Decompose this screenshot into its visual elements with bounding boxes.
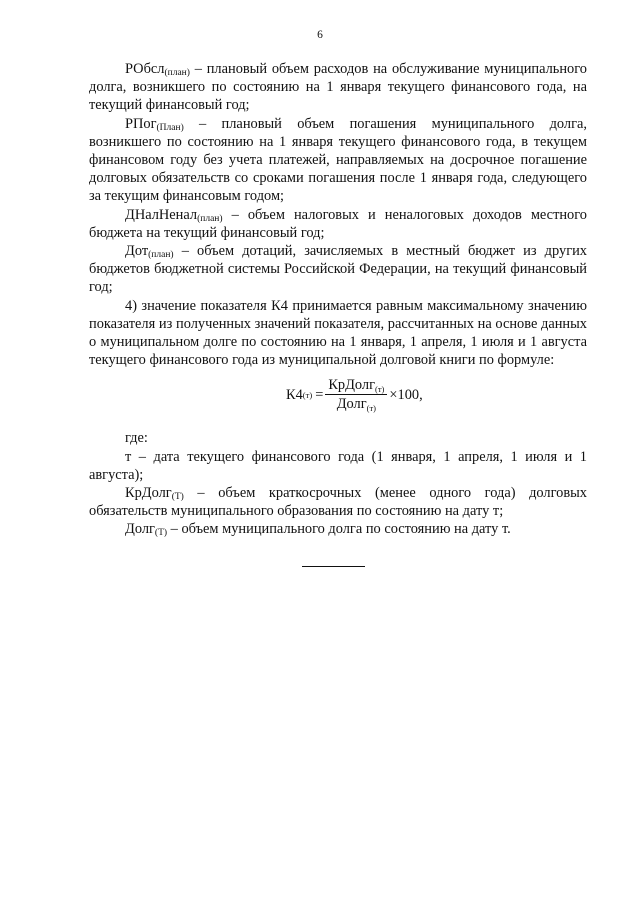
definition-text: – объем налоговых и неналоговых доходов местного бюджета на текущий финансовый год;: [89, 206, 587, 241]
numerator-text: КрДолг: [328, 377, 376, 394]
definition-robsl: [89, 60, 587, 115]
formula-fraction: [325, 377, 387, 413]
denominator-text: Долг: [336, 396, 367, 413]
symbol-subscript: (план): [148, 250, 174, 261]
symbol-subscript: (план): [197, 213, 223, 224]
symbol: РПог: [125, 115, 157, 132]
legend-krdolg: [89, 484, 587, 520]
symbol: КрДолг: [125, 485, 172, 502]
symbol: Дот: [125, 243, 149, 260]
symbol-subscript: (план): [164, 68, 190, 78]
numerator-subscript: (т): [375, 384, 385, 395]
where-label: где:: [125, 430, 148, 447]
formula-k4: К4 (т) = $\frac{КрДолг_{(т)}}{Долг_{(т)}}$ ×100,: [286, 377, 423, 414]
page-number: 6: [317, 29, 323, 41]
denominator-subscript: (т): [366, 403, 376, 414]
definition-text: – плановый объем расходов на обслуживание муниципального долга, возникшего по состоянию на 1 января текущего финансового года, на текущий финансовый год;: [89, 61, 587, 114]
symbol: Долг: [125, 521, 155, 538]
legend-t: [89, 448, 587, 484]
legend-text: – объем муниципального долга по состоянию на дату т.: [167, 521, 511, 538]
legend-text: – дата текущего финансового года (1 января, 1 апреля, 1 июля и 1 августа);: [89, 448, 587, 483]
symbol-subscript: (Т): [154, 528, 168, 539]
symbol: РОбсл: [125, 61, 165, 77]
symbol: ДНалНенал: [125, 206, 198, 223]
formula-equals: =: [315, 387, 324, 404]
item-4-paragraph: 4) значение показателя К4 принимается равным максимальному значению показателя из полученных значений показателя, рассчитанных на основе данных о муниципальном долге по состоянию на 1 января, 1 апреля, 1 июля и 1 августа текущего финансового года из муниципальной долговой книги по формуле:: [89, 297, 587, 369]
definition-dnalnenal: [89, 206, 587, 242]
definition-dot: [89, 242, 587, 297]
end-separator-line: [302, 566, 365, 567]
definition-text: – объем дотаций, зачисляемых в местный бюджет из других бюджетов бюджетной системы Российской Федерации, на текущий финансовый год;: [89, 243, 587, 296]
definition-rpog: [89, 115, 587, 206]
symbol: т: [125, 448, 132, 465]
symbol-subscript: (Т): [171, 492, 184, 503]
formula-numerator: [325, 377, 387, 394]
formula-tail: ×100,: [389, 387, 423, 404]
legend-text: – объем краткосрочных (менее одного года) долговых обязательств муниципального образования по состоянию на дату т;: [89, 485, 587, 520]
document-body: [89, 60, 587, 539]
formula-denominator: [334, 395, 379, 413]
formula-lhs: К4: [286, 387, 303, 404]
symbol-subscript: (План): [156, 122, 184, 133]
legend-dolg: [89, 520, 587, 538]
definition-text: – плановый объем погашения муниципального долга, возникшего по состоянию на 1 января текущего финансового года, в текущем финансовом году без учета платежей, направляемых на досрочное погашение долговых обязательств со сроками погашения после 1 января года, следующего за текущим финансовым годом;: [89, 115, 587, 205]
